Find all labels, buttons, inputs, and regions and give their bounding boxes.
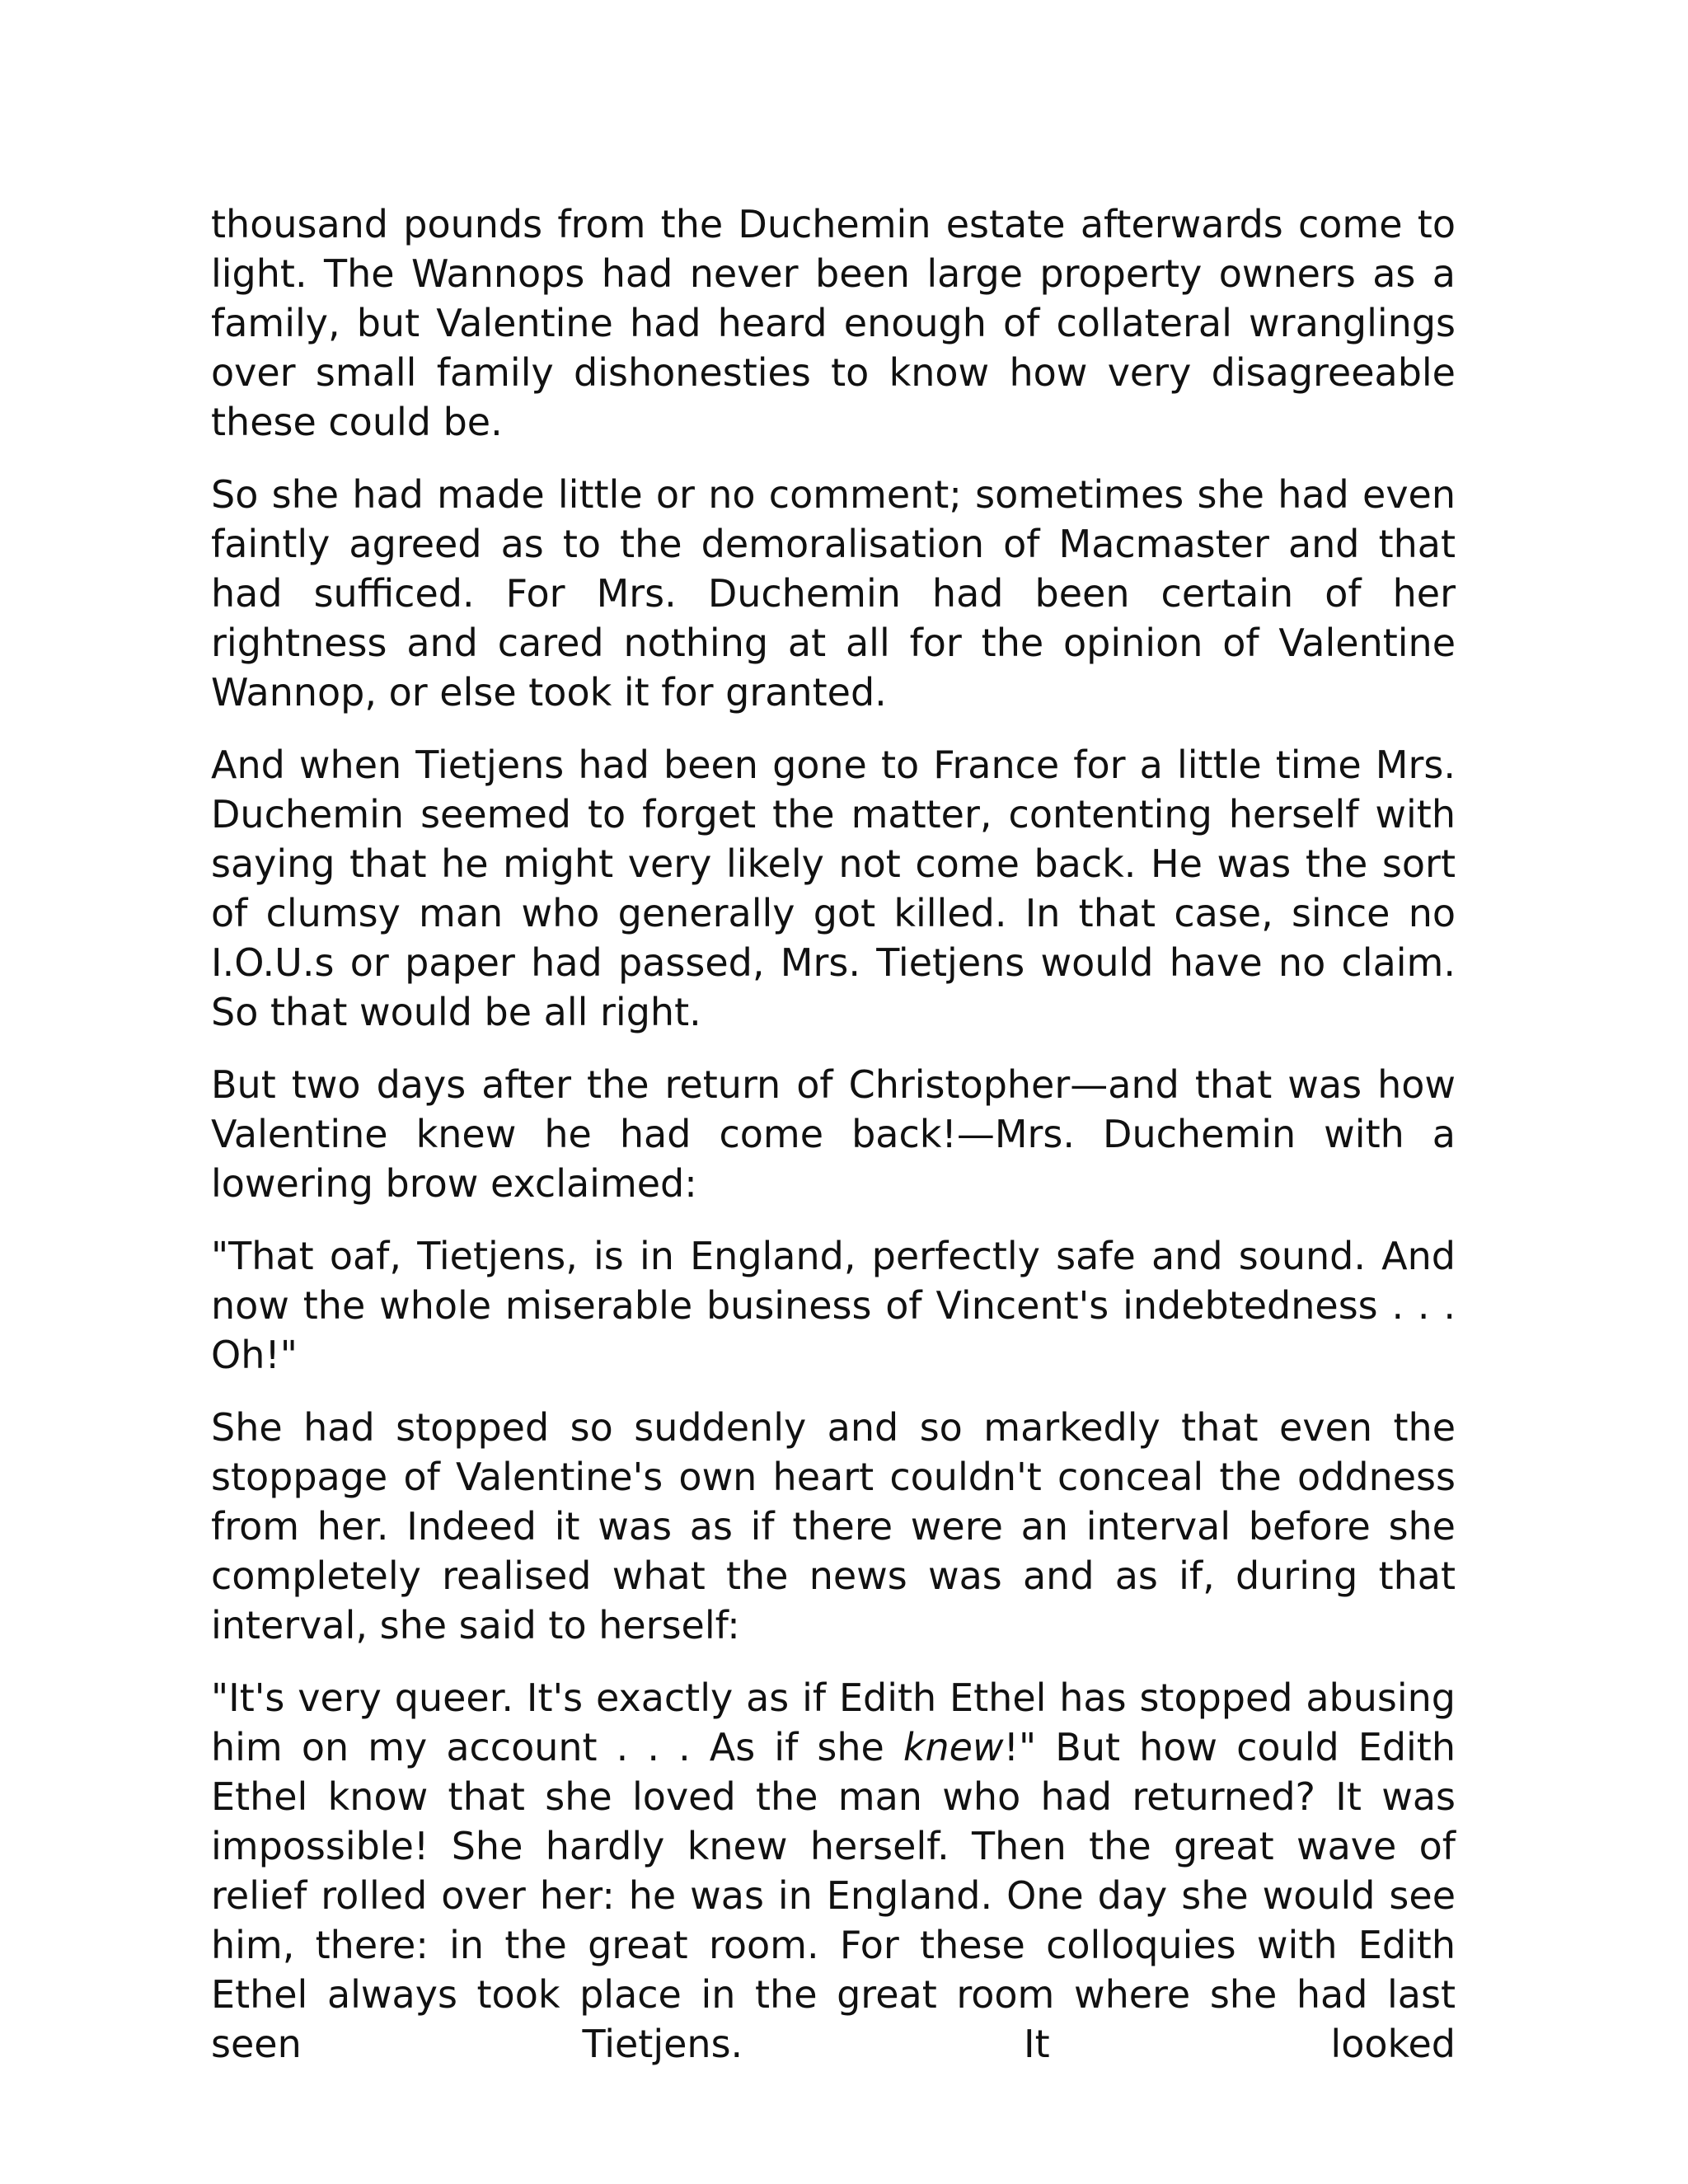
- emphasized-word: knew: [903, 1725, 1004, 1769]
- paragraph: thousand pounds from the Duchemin estate afterwards come to light. The Wannops had never been large property owners as a family, but Valentine had heard enough of collateral wranglings over small family dishonesties to know how very disagreeable these could be.: [211, 202, 1456, 444]
- paragraph-text-before: "It's very queer. It's exactly as if Edith Ethel has stopped abusing him on my account . . . As if she: [211, 1675, 1456, 1769]
- paragraph: "That oaf, Tietjens, is in England, perfectly safe and sound. And now the whole miserable business of Vincent's indebtedness . . . Oh!": [211, 1234, 1456, 1377]
- paragraph: But two days after the return of Christopher—and that was how Valentine knew he had come back!—Mrs. Duchemin with a lowering brow exclaimed:: [211, 1062, 1456, 1206]
- paragraph-text-after: !" But how could Edith Ethel know that she loved the man who had returned? It was impossible! She hardly knew herself. Then the great wave of relief rolled over her: he was in England. One day she would see him, there: in the great room. For these colloquies with Edith Ethel always took place in the great room where she had last seen Tietjens. It looked: [211, 1725, 1456, 2066]
- paragraph: She had stopped so suddenly and so markedly that even the stoppage of Valentine's own heart couldn't conceal the oddness from her. Indeed it was as if there were an interval before she completely realised what the news was and as if, during that interval, she said to herself:: [211, 1405, 1456, 1647]
- body-text: [211, 199, 1456, 2069]
- paragraph: So she had made little or no comment; sometimes she had even faintly agreed as to the demoralisation of Macmaster and that had sufficed. For Mrs. Duchemin had been certain of her rightness and cared nothing at all for the opinion of Valentine Wannop, or else took it for granted.: [211, 472, 1456, 715]
- paragraph: And when Tietjens had been gone to France for a little time Mrs. Duchemin seemed to forget the matter, contenting herself with saying that he might very likely not come back. He was the sort of clumsy man who generally got killed. In that case, since no I.O.U.s or paper had passed, Mrs. Tietjens would have no claim. So that would be all right.: [211, 743, 1456, 1034]
- paragraph: [211, 1673, 1456, 2069]
